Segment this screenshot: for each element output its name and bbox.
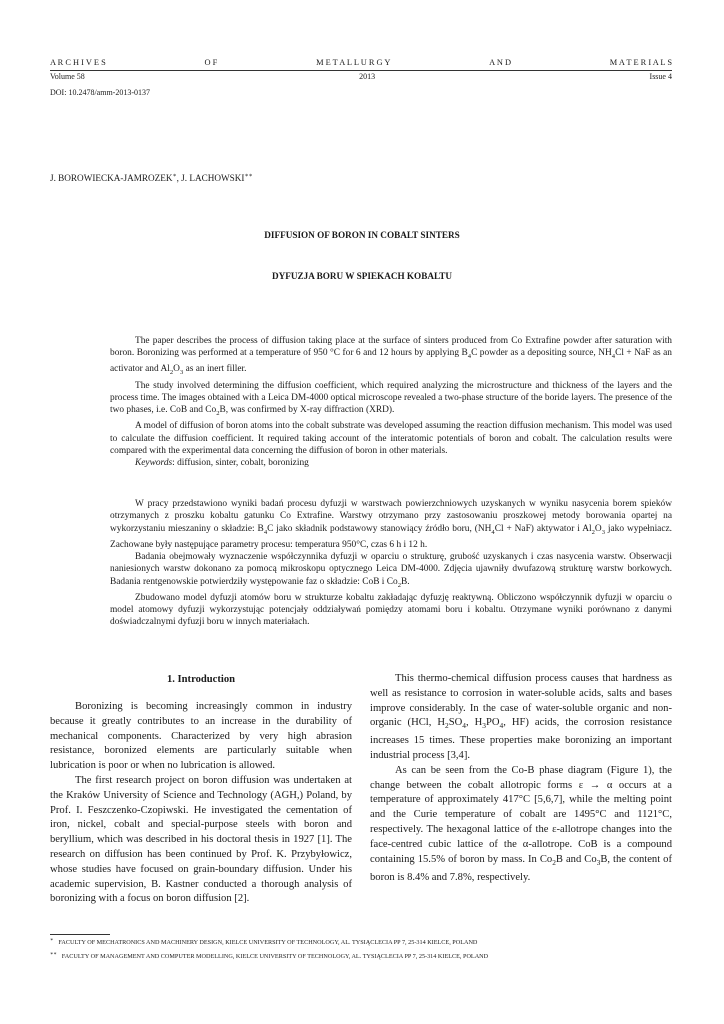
journal-name [50,58,672,67]
journal-word-of: O F [204,58,218,67]
abstract-polish [110,498,672,629]
issue-info [50,72,672,81]
footnote-1-mark: ∗ [50,938,54,943]
streszczenie-paragraph-3: Zbudowano model dyfuzji atomów boru w strukturze kobaltu zakładając dyfuzję reaktywną. Obliczono współczynnik dyfuzji w oparciu o model atomowy dyfuzji wykorzystując potencjały oddziaływań pomiędzy atomami boru i kobaltu. Otrzymane wyniki porównano z danymi doświadczalnymi dyfuzji boru w innych materiałach. [110,592,672,628]
authors [50,172,253,183]
intro-right-column [370,672,672,885]
footnote-2-mark: ∗∗ [50,952,57,957]
paper-title-polish: DYFUZJA BORU W SPIEKACH KOBALTU [271,271,453,281]
paper-title: DIFFUSION OF BORON IN COBALT SINTERS [264,230,460,240]
keywords: Keywords: diffusion, sinter, cobalt, boronizing [135,458,309,469]
intro-paragraph-1: Boronizing is becoming increasingly common in industry because it greatly contributes to an increase in the durability of mechanical components. Characterized by very high abrasion resistance, boronized elements are particularly suitable when lubrication is poor or when no lubrication is allowed. [50,701,352,772]
journal-word-and: A N D [489,58,512,67]
keywords-label: Keywords [135,458,173,469]
abstract-paragraph-2: The study involved determining the diffusion coefficient, which required analyzing the microstructure and thickness of the layers and the process time. The images obtained with a Leica DM-4000 optical microscope revealed a two-phase structure of the boride layers. The presence of the two phases, i.e. CoB and $Co_2B$, was confirmed by X-ray diffraction (XRD). [110,380,672,418]
journal-word-archives: A R C H I V E S [50,58,106,67]
streszczenie-paragraph-2: Badania obejmowały wyznaczenie współczynnika dyfuzji w oparciu o strukturę, grubość uzyskanych i czas nasycenia warstw. Obserwacji naniesionych warstw dokonano za pomocą mikroskopu optycznego Leica DM-4000. Zdjęcia ujawniły dwufazową strukturę warstw borkowych. Badania rentgenowskie potwierdziły występowanie faz o składzie: CoB i $Co_2B$. [110,552,672,589]
year: 2013 [359,72,376,81]
intro-left-column [50,700,352,907]
intro-paragraph-2: The first research project on boron diffusion was undertaken at the Kraków University of Science and Technology (AGH,) Poland, by Prof. I. Feszczenko-Czopiwski. He investigated the cementation of iron, nickel, cobalt and special-purpose steels with boron and beryllium, which was described in his doctoral thesis in 1927 [1]. The research on diffusion has been continued by Prof. K. Przybyłowicz, whose studies have focused on grain-boundary diffusion. Under his academic supervision, B. Kastner conducted a thorough analysis of boronizing with a focus on boron diffusion [2]. [50,774,352,905]
author-2-mark: ∗∗ [244,173,253,179]
doi: DOI: 10.2478/amm-2013-0137 [50,88,150,97]
issue: Issue 4 [649,72,672,81]
intro-paragraph-3: This thermo-chemical diffusion process causes that hardness as well as resistance to corrosion in water-soluble acids, salts and bases improve considerably. In the case of water-soluble organic and non-organic (HCl, $H_2SO_4$, $H_3PO_4$, HF) acids, the corrosion resistance increases 15 times. These properties make boronizing an important industrial process [3,4]. [370,673,672,762]
abstract [110,335,672,470]
journal-word-metallurgy: M E T A L L U R G Y [316,58,391,67]
footnote-2: ∗∗ FACULTY OF MANAGEMENT AND COMPUTER MODELLING, KIELCE UNIVERSITY OF TECHNOLOGY, AL. TYSIĄCLECIA PP 7, 25-314 KIELCE, POLAND [50,952,489,961]
footnote-rule [50,934,110,935]
header-rule [50,70,672,71]
section-heading-introduction: 1. Introduction [166,674,236,685]
footnote-1: ∗ FACULTY OF MECHATRONICS AND MACHINERY DESIGN, KIELCE UNIVERSITY OF TECHNOLOGY, AL. TYSIĄCLECIA PP 7, 25-314 KIELCE, POLAND [50,938,478,947]
author-1: J. BOROWIECKA-JAMROZEK [50,173,173,184]
journal-word-materials: M A T E R I A L S [609,58,672,67]
author-separator: , [176,173,182,184]
author-1-mark: ∗ [172,173,177,179]
abstract-paragraph-1: The paper describes the process of diffusion taking place at the surface of sinters produced from Co Extrafine powder after saturation with boron. Boronizing was performed at a temperature of 950 °C for 6 and 12 hours by applying $B_4C$ powder as a depositing source, $NH_4Cl$ + NaF as an activator and $Al_2O_3$ as an inert filler. [110,336,672,377]
streszczenie-paragraph-1: W pracy przedstawiono wyniki badań procesu dyfuzji w warstwach powierzchniowych uzyskanych w wyniku nasycenia borem spieków otrzymanych z proszku kobaltu gatunku Co Extrafine. Warstwy otrzymano przy zastosowaniu proszkowej metody borowania opartej na wykorzystaniu mieszaniny o składzie: $B_4C$ jako składnik podstawowy stanowiący źródło boru, $(NH_4Cl + NaF)$ aktywator i $Al_2O_3$ jako wypełniacz. Zachowane były następujące parametry procesu: temperatura 950°C, czas 6 h i 12 h. [110,499,672,550]
author-2: J. LACHOWSKI [181,173,245,184]
intro-paragraph-4: As can be seen from the Co-B phase diagram (Figure 1), the change between the cobalt allotropic forms ε → α occurs at a temperature of approximately 417°C [5,6,7], while the melting point and the Curie temperature of cobalt are 1495°C and 1121°C, respectively. The hexagonal lattice of the ε-allotrope changes into the face-centred cubic lattice of the α-allotrope. CoB is a compound containing 15.5% of boron by mass. In $Co_2B$ and $Co_3B$, the content of boron is 8.4% and 7.8%, respectively. [370,764,672,883]
abstract-paragraph-3: A model of diffusion of boron atoms into the cobalt substrate was developed assuming the reaction diffusion mechanism. This model was used to calculate the diffusion coefficient. It required taking account of the interatomic potentials of boron and cobalt. The calculation results were compared with the experimental data concerning the diffusion of boron in other materials. [110,421,672,456]
volume: Volume 58 [50,72,85,81]
